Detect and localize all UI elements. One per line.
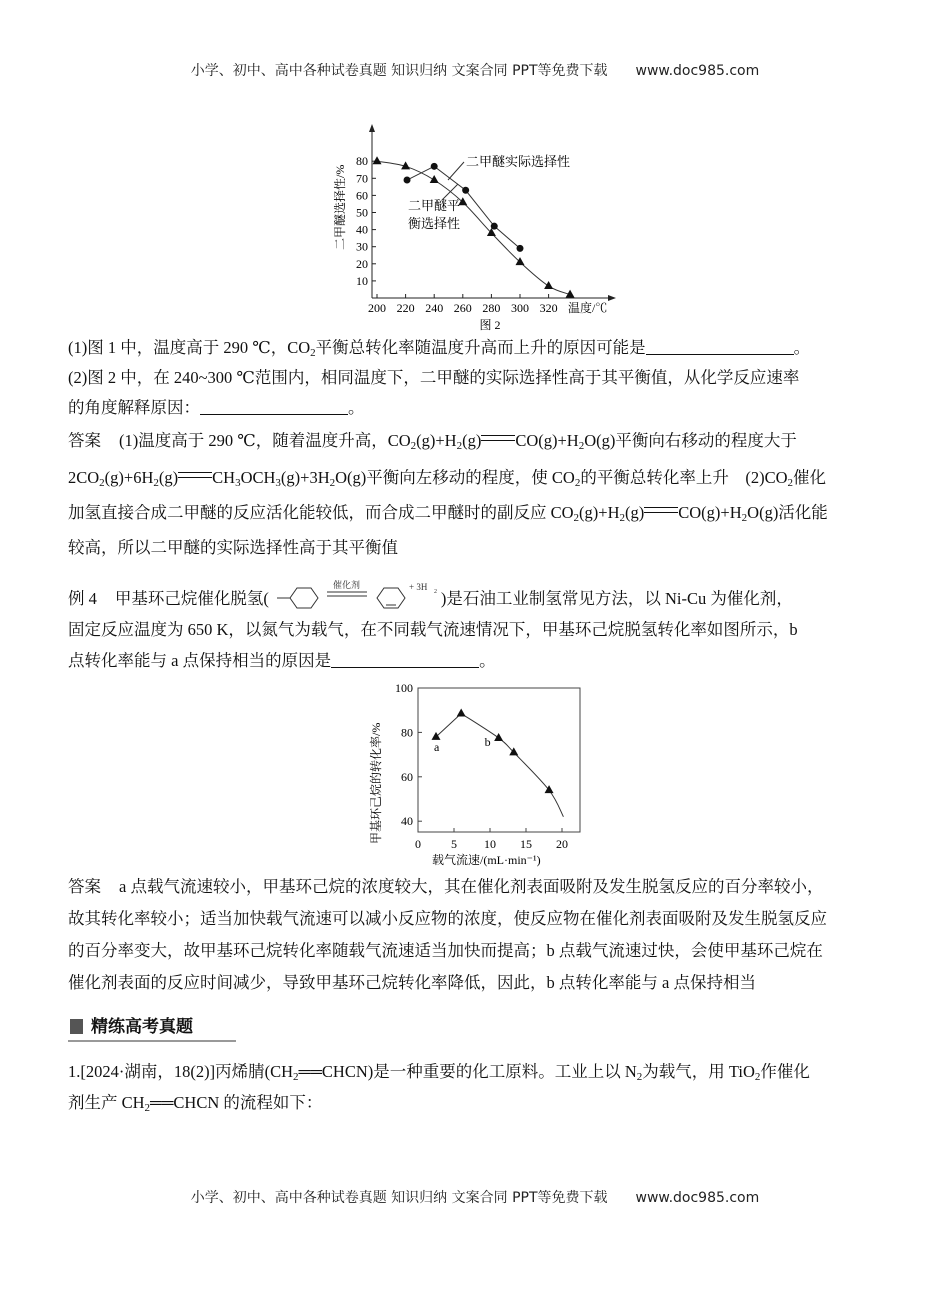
annotation-equilibrium-1: 二甲醚平 bbox=[408, 198, 461, 213]
text-line-p1b bbox=[68, 1093, 322, 1118]
text-line-ans2d bbox=[68, 973, 756, 993]
label: 答案 bbox=[68, 431, 101, 450]
text-line-ex4a bbox=[68, 580, 793, 609]
footer-url[interactable]: www.doc985.com bbox=[635, 1190, 760, 1206]
triangle-marker bbox=[457, 709, 466, 717]
text-line-q2b bbox=[68, 398, 365, 418]
text-line-ans1c bbox=[68, 503, 828, 528]
text: O(g)活化能 bbox=[747, 503, 828, 522]
subscript: 2 bbox=[741, 512, 748, 524]
circle-marker bbox=[491, 223, 498, 230]
triangle-marker bbox=[432, 732, 441, 740]
text: 1.[2024·湖南，18(2)]丙烯腈(CH bbox=[68, 1062, 294, 1081]
text: 剂生产 CH bbox=[68, 1093, 145, 1112]
triangle-marker bbox=[373, 156, 382, 164]
text: (g)+6H bbox=[104, 468, 154, 487]
subscript: 3 bbox=[275, 477, 281, 489]
x-tick-label: 20 bbox=[556, 837, 568, 851]
text: CO(g)+H bbox=[678, 503, 742, 522]
subscript: 3 bbox=[235, 477, 241, 489]
series-line bbox=[436, 714, 563, 817]
chart-dimethyl-ether-selectivity bbox=[330, 120, 650, 334]
text: 平衡总转化率随温度升高而上升的原因可能是 bbox=[315, 338, 646, 357]
x-tick-label: 240 bbox=[425, 301, 444, 315]
text: CH bbox=[212, 468, 236, 487]
text: (g) bbox=[625, 503, 645, 522]
text: (2)图 2 中，在 240~300 ℃范围内，相同温度下，二甲醚的实际选择性高于其平衡值，从化学反应速率 bbox=[68, 368, 800, 387]
y-tick-label: 60 bbox=[401, 769, 413, 784]
y-tick-label: 40 bbox=[401, 814, 413, 829]
text-line-ans2b bbox=[68, 909, 827, 929]
text: (g) bbox=[158, 468, 179, 487]
text: (g)+3H bbox=[280, 468, 330, 487]
subscript: 2 bbox=[144, 1102, 151, 1114]
plot-frame bbox=[418, 688, 580, 832]
hydrogen-subscript: 2 bbox=[433, 589, 437, 595]
text-line-ans1b bbox=[68, 468, 826, 493]
y-axis-arrow-icon bbox=[369, 124, 375, 132]
reaction-svg bbox=[269, 580, 441, 610]
catalyst-label: 催化剂 bbox=[332, 580, 360, 590]
text: O(g)平衡向右移动的程度大于 bbox=[584, 431, 797, 450]
equilibrium-arrow-icon bbox=[481, 432, 515, 444]
y-axis-label: 甲基环己烷的转化率/% bbox=[369, 722, 383, 844]
text: 较高，所以二甲醚的实际选择性高于其平衡值 bbox=[68, 538, 398, 557]
x-tick-label: 280 bbox=[482, 301, 501, 315]
subscript: 2 bbox=[456, 440, 463, 452]
page-footer bbox=[0, 1187, 950, 1207]
subscript: 2 bbox=[329, 477, 336, 489]
section-heading bbox=[68, 1012, 236, 1042]
x-tick-label: 0 bbox=[415, 837, 421, 851]
page-header bbox=[0, 60, 950, 80]
circle-marker bbox=[404, 177, 411, 184]
subscript: 2 bbox=[578, 440, 585, 452]
annotation-actual: 二甲醚实际选择性 bbox=[466, 154, 571, 169]
section-heading-text: 精练高考真题 bbox=[91, 1017, 193, 1037]
section-icon bbox=[70, 1019, 83, 1034]
x-axis-arrow-icon bbox=[608, 295, 616, 301]
text: (g)+H bbox=[579, 503, 620, 522]
x-tick-label: 10 bbox=[484, 837, 496, 851]
equilibrium-arrow-icon bbox=[644, 504, 678, 516]
y-tick-label: 60 bbox=[356, 188, 368, 203]
x-axis-label: 温度/℃ bbox=[568, 301, 608, 315]
x-tick-label: 200 bbox=[368, 301, 386, 315]
reaction-scheme bbox=[269, 580, 441, 608]
text: a 点载气流速较小，甲基环己烷的浓度较大，其在催化剂表面吸附及发生脱氢反应的百分率较小， bbox=[119, 877, 824, 896]
y-tick-label: 80 bbox=[356, 154, 368, 169]
subscript: 2 bbox=[573, 512, 580, 524]
hydrogen-label: + 3H bbox=[408, 582, 428, 592]
triangle-marker bbox=[544, 281, 553, 289]
text-line-ans2c bbox=[68, 941, 823, 961]
text-line-p1a bbox=[68, 1062, 810, 1087]
text-line-ex4b bbox=[68, 620, 798, 640]
text: (1)温度高于 290 ℃，随着温度升高，CO bbox=[119, 431, 411, 450]
text: 为载气，用 TiO bbox=[642, 1062, 755, 1081]
text: 甲基环己烷催化脱氢( bbox=[114, 589, 269, 608]
triangle-marker bbox=[494, 733, 503, 741]
subscript: 2 bbox=[310, 347, 316, 359]
subscript: 2 bbox=[99, 477, 105, 489]
answer-blank[interactable] bbox=[331, 652, 479, 668]
chart-title: 图 2 bbox=[479, 318, 501, 332]
subscript: 2 bbox=[754, 1071, 761, 1083]
text-line-q1 bbox=[68, 338, 810, 363]
text: 固定反应温度为 650 K，以氮气为载气，在不同载气流速情况下，甲基环己烷脱氢转化率如图所示，b bbox=[68, 620, 798, 639]
subscript: 2 bbox=[787, 477, 793, 489]
text: )是石油工业制氢常见方法，以 Ni-Cu 为催化剂， bbox=[440, 589, 793, 608]
subscript: 2 bbox=[410, 440, 417, 452]
text: ══CHCN 的流程如下： bbox=[150, 1093, 323, 1112]
y-axis-label: 二甲醚选择性/% bbox=[333, 164, 347, 250]
text: (1)图 1 中，温度高于 290 ℃，CO bbox=[68, 338, 311, 357]
x-tick-label: 15 bbox=[520, 837, 532, 851]
annotation-equilibrium-2: 衡选择性 bbox=[408, 216, 461, 231]
y-tick-label: 50 bbox=[356, 205, 368, 220]
triangle-marker bbox=[516, 257, 525, 265]
text: 。 bbox=[348, 398, 365, 417]
text-line-ans1d bbox=[68, 538, 398, 558]
circle-marker bbox=[517, 245, 524, 252]
text-line-ans1a bbox=[68, 431, 797, 456]
text: 2CO bbox=[68, 468, 100, 487]
y-tick-label: 10 bbox=[356, 273, 368, 288]
header-text: 小学、初中、高中各种试卷真题 知识归纳 文案合同 PPT等免费下载 bbox=[190, 63, 608, 79]
x-tick-label: 320 bbox=[539, 301, 558, 315]
text: 催化 bbox=[793, 468, 826, 487]
text: 故其转化率较小；适当加快载气流速可以减小反应物的浓度，使反应物在催化剂表面吸附及发生脱氢反应 bbox=[68, 909, 827, 928]
circle-marker bbox=[431, 163, 438, 170]
text: 的角度解释原因： bbox=[68, 398, 200, 417]
text-line-ex4c bbox=[68, 651, 496, 671]
answer-blank[interactable] bbox=[200, 399, 348, 415]
x-tick-label: 220 bbox=[396, 301, 415, 315]
y-tick-label: 20 bbox=[356, 256, 368, 271]
text-line-q2a bbox=[68, 368, 799, 388]
footer-text: 小学、初中、高中各种试卷真题 知识归纳 文案合同 PPT等免费下载 bbox=[190, 1190, 608, 1206]
annotation-leader bbox=[448, 162, 464, 180]
text: (g) bbox=[462, 431, 482, 450]
header-url[interactable]: www.doc985.com bbox=[635, 63, 760, 79]
x-tick-label: 260 bbox=[453, 301, 472, 315]
text: 。 bbox=[793, 338, 811, 357]
subscript: 2 bbox=[574, 477, 581, 489]
text: O(g)平衡向左移动的程度，使 CO bbox=[335, 468, 575, 487]
text: 加氢直接合成二甲醚的反应活化能较低，而合成二甲醚时的副反应 CO bbox=[68, 503, 574, 522]
y-tick-label: 100 bbox=[395, 681, 413, 695]
subscript: 2 bbox=[636, 1071, 643, 1083]
equilibrium-arrow-icon bbox=[178, 469, 212, 481]
y-tick-label: 80 bbox=[401, 725, 413, 740]
answer-blank[interactable] bbox=[646, 339, 794, 355]
x-axis-label: 载气流速/(mL·min⁻¹) bbox=[432, 853, 541, 867]
chart-methylcyclohexane-conversion bbox=[360, 672, 600, 867]
text: 点转化率能与 a 点保持相当的原因是 bbox=[68, 651, 332, 670]
text: 催化剂表面的反应时间减少，导致甲基环己烷转化率降低，因此，b 点转化率能与 a 点保持相当 bbox=[68, 973, 756, 992]
label: 例 4 bbox=[68, 589, 97, 608]
label: 答案 bbox=[68, 877, 101, 896]
point-label-a: a bbox=[434, 739, 440, 754]
x-tick-label: 300 bbox=[511, 301, 529, 315]
text: 。 bbox=[479, 651, 496, 670]
circle-marker bbox=[462, 187, 469, 194]
text: 作催化 bbox=[760, 1062, 810, 1081]
x-tick-label: 5 bbox=[451, 837, 457, 851]
text: 的百分率变大，故甲基环己烷转化率随载气流速适当加快而提高；b 点载气流速过快，会使甲基环己烷在 bbox=[68, 941, 823, 960]
y-tick-label: 40 bbox=[356, 222, 368, 237]
point-label-b: b bbox=[484, 734, 491, 749]
text: CO(g)+H bbox=[515, 431, 579, 450]
text: OCH bbox=[240, 468, 276, 487]
text-line-ans2a bbox=[68, 877, 823, 897]
text: (g)+H bbox=[416, 431, 457, 450]
subscript: 2 bbox=[293, 1071, 299, 1083]
cyclohexane-ring bbox=[290, 588, 318, 608]
text: 的平衡总转化率上升 (2)CO bbox=[580, 468, 788, 487]
text: ══CHCN)是一种重要的化工原料。工业上以 N bbox=[298, 1062, 637, 1081]
y-tick-label: 70 bbox=[356, 171, 368, 186]
subscript: 2 bbox=[619, 512, 626, 524]
subscript: 2 bbox=[153, 477, 159, 489]
y-tick-label: 30 bbox=[356, 239, 368, 254]
triangle-marker bbox=[430, 175, 439, 183]
